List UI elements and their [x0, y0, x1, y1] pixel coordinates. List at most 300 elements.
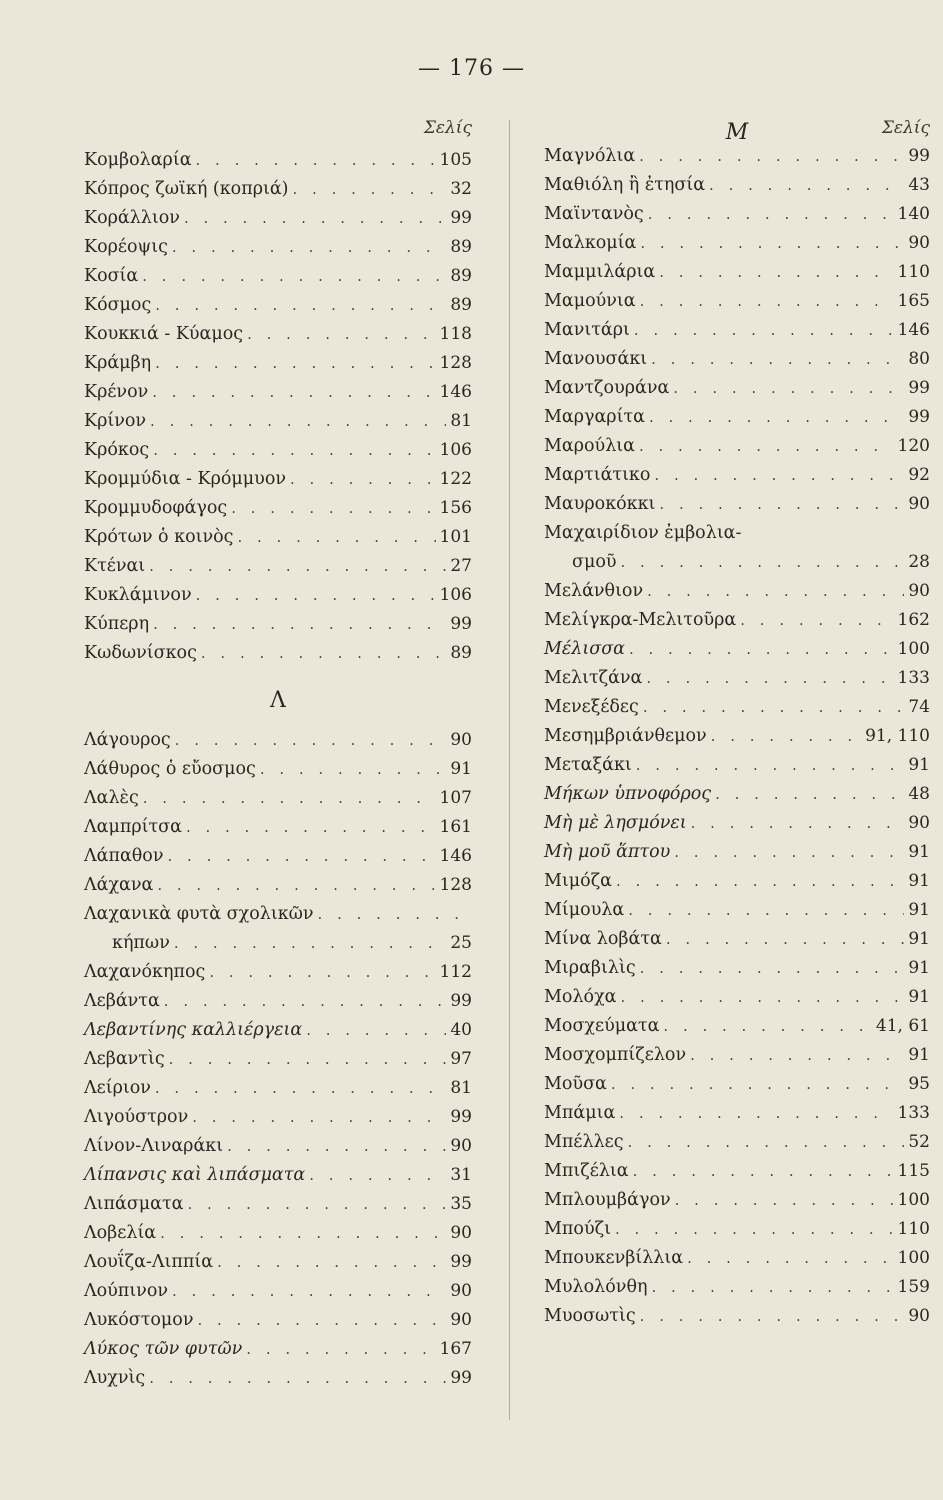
dot-leader	[318, 905, 468, 923]
entry-term: Μαμούνια	[544, 291, 636, 311]
index-entry	[84, 1165, 472, 1194]
entry-page-number: 25	[450, 933, 472, 953]
right-column-header	[544, 114, 930, 146]
entry-term: Μοσχομπίζελον	[544, 1045, 687, 1065]
index-entry	[84, 411, 472, 440]
index-entry	[544, 320, 930, 349]
index-entry	[84, 469, 472, 498]
dot-leader	[293, 180, 447, 198]
entry-page-number: 95	[908, 1074, 930, 1094]
index-entry	[544, 349, 930, 378]
entry-term: Κρένον	[84, 382, 149, 402]
entry-term: Κράμβη	[84, 353, 152, 373]
index-entry	[84, 1223, 472, 1252]
index-entry	[84, 1339, 472, 1368]
entry-term: Λαλὲς	[84, 788, 139, 808]
entry-term: Λίνον-Λιναράκι	[84, 1136, 224, 1156]
entry-page-number: 90	[908, 581, 930, 601]
index-entry	[544, 871, 930, 900]
index-entry	[544, 1161, 930, 1190]
entry-term: Λιπάσματα	[84, 1194, 184, 1214]
entry-page-number: 156	[439, 498, 472, 518]
entry-term: Μαϊντανὸς	[544, 204, 644, 224]
entry-page-number: 106	[439, 440, 472, 460]
dot-leader	[615, 1220, 894, 1238]
entry-term: Μελιτζάνα	[544, 668, 643, 688]
index-entry	[544, 175, 930, 204]
entry-term: Λαμπρίτσα	[84, 817, 182, 837]
entry-term: Μαθιόλη ἢ ἐτησία	[544, 175, 706, 195]
index-entry	[84, 1310, 472, 1339]
dot-leader	[172, 238, 446, 256]
index-entry	[84, 933, 472, 962]
index-entry	[544, 639, 930, 668]
entry-page-number: 91	[908, 958, 930, 978]
entry-page-number: 35	[450, 1194, 472, 1214]
entry-term: Μυοσωτὶς	[544, 1306, 636, 1326]
entry-term: Μοσχεύματα	[544, 1016, 660, 1036]
index-entry	[544, 1016, 930, 1045]
index-entry	[544, 900, 930, 929]
entry-term: Μενεξέδες	[544, 697, 639, 717]
index-entry	[84, 1368, 472, 1397]
index-entry	[544, 784, 930, 813]
entry-term: Λαχανικὰ φυτὰ σχολικῶν	[84, 904, 314, 924]
entry-term: Λεβαντὶς	[84, 1049, 165, 1069]
dot-leader	[155, 296, 446, 314]
entry-page-number: 48	[908, 784, 930, 804]
dot-leader	[628, 901, 904, 919]
entry-term: Λείριον	[84, 1078, 151, 1098]
dot-leader	[640, 959, 905, 977]
dot-leader	[247, 325, 435, 343]
dot-leader	[157, 876, 435, 894]
index-entry	[84, 759, 472, 788]
entry-term: Μαλκομία	[544, 233, 637, 253]
index-entry	[544, 1306, 930, 1335]
entry-term: Λούπινον	[84, 1281, 168, 1301]
dot-leader	[143, 789, 436, 807]
entry-page-number: 106	[439, 585, 472, 605]
section-letter-lambda: Λ	[270, 688, 286, 713]
entry-term: Μήκων ὑπνοφόρος	[544, 784, 712, 804]
index-entry	[544, 262, 930, 291]
dot-leader	[715, 785, 904, 803]
index-entry	[84, 208, 472, 237]
entry-term: Λύκος τῶν φυτῶν	[84, 1339, 243, 1359]
entry-term: Μὴ μοῦ ἅπτου	[544, 842, 671, 862]
dot-leader	[640, 292, 894, 310]
dot-leader	[260, 760, 447, 778]
entry-term: Μπούζι	[544, 1219, 611, 1239]
dot-leader	[629, 640, 894, 658]
entry-page-number: 81	[450, 1078, 472, 1098]
entry-page-number: 90	[908, 813, 930, 833]
entry-page-number: 118	[439, 324, 472, 344]
dot-leader	[634, 321, 894, 339]
entry-page-number: 97	[450, 1049, 472, 1069]
index-entry	[544, 1074, 930, 1103]
entry-term: Κρίνον	[84, 411, 147, 431]
index-entry	[84, 962, 472, 991]
index-entry	[544, 552, 930, 581]
index-entry	[544, 233, 930, 262]
entry-term: Λουΐζα-Λιππία	[84, 1252, 214, 1272]
entry-page-number: 99	[908, 378, 930, 398]
index-entry	[544, 610, 930, 639]
index-entry	[544, 726, 930, 755]
entry-page-number: 115	[897, 1161, 930, 1181]
dot-leader	[674, 843, 904, 861]
dot-leader	[306, 1021, 446, 1039]
dot-leader	[174, 934, 447, 952]
dot-leader	[673, 379, 904, 397]
entry-page-number: 100	[897, 1190, 930, 1210]
entry-term: Μίμουλα	[544, 900, 625, 920]
entry-term: Λαχανόκηπος	[84, 962, 206, 982]
entry-page-number: 107	[439, 788, 472, 808]
entry-page-number: 91	[908, 987, 930, 1007]
entry-term: Μεταξάκι	[544, 755, 632, 775]
index-entry	[84, 237, 472, 266]
dot-leader	[155, 354, 435, 372]
entry-page-number: 90	[450, 1281, 472, 1301]
entry-page-number: 90	[450, 730, 472, 750]
entry-page-number: 100	[897, 639, 930, 659]
index-entry	[84, 585, 472, 614]
dot-leader	[621, 553, 905, 571]
index-entry	[544, 407, 930, 436]
index-entry	[544, 929, 930, 958]
entry-page-number: 133	[897, 668, 930, 688]
dot-leader	[290, 470, 436, 488]
entry-page-number: 146	[439, 382, 472, 402]
index-entry	[84, 614, 472, 643]
entry-term: Κρομμυδοφάγος	[84, 498, 228, 518]
index-entry	[544, 1190, 930, 1219]
entry-page-number: 74	[908, 697, 930, 717]
index-entry	[544, 581, 930, 610]
entry-term: Μὴ μὲ λησμόνει	[544, 813, 687, 833]
index-entry	[84, 846, 472, 875]
entry-term: Μολόχα	[544, 987, 617, 1007]
entry-term: Μεσημβριάνθεμον	[544, 726, 707, 746]
index-entry	[84, 150, 472, 179]
entry-term: Λιγούστρον	[84, 1107, 189, 1127]
dot-leader	[237, 528, 435, 546]
index-entry	[544, 291, 930, 320]
entry-page-number: 133	[897, 1103, 930, 1123]
index-entry	[544, 1103, 930, 1132]
index-entry	[544, 465, 930, 494]
index-entry	[544, 204, 930, 233]
dot-leader	[172, 1282, 446, 1300]
index-entry	[544, 1045, 930, 1074]
entry-page-number: 101	[439, 527, 472, 547]
entry-page-number: 161	[439, 817, 472, 837]
entry-page-number: 110	[897, 262, 930, 282]
entry-page-number: 99	[450, 991, 472, 1011]
index-entry	[544, 378, 930, 407]
entry-term: Μελίγκρα-Μελιτοῦρα	[544, 610, 737, 630]
entry-term: Λυκόστομον	[84, 1310, 194, 1330]
index-entry	[544, 755, 930, 784]
entry-term: Μπιζέλια	[544, 1161, 629, 1181]
index-list-l	[84, 730, 472, 1397]
dot-leader	[186, 818, 436, 836]
entry-page-number: 99	[450, 208, 472, 228]
dot-leader	[152, 383, 435, 401]
dot-leader	[227, 1137, 446, 1155]
dot-leader	[168, 847, 436, 865]
entry-page-number: 91	[450, 759, 472, 779]
index-entry	[84, 730, 472, 759]
dot-leader	[639, 437, 894, 455]
entry-term: Κτέναι	[84, 556, 146, 576]
entry-page-number: 90	[908, 1306, 930, 1326]
entry-term: Κυκλάμινον	[84, 585, 192, 605]
entry-term: Μαρτιάτικο	[544, 465, 651, 485]
entry-page-number: 112	[439, 962, 472, 982]
entry-page-number: 162	[897, 610, 930, 630]
entry-term: Μαυροκόκκι	[544, 494, 656, 514]
entry-page-number: 27	[450, 556, 472, 576]
entry-term: Κρότων ὁ κοινὸς	[84, 527, 234, 547]
left-column	[84, 114, 472, 1397]
index-entry	[84, 1194, 472, 1223]
dot-leader	[160, 1224, 446, 1242]
index-entry	[544, 1219, 930, 1248]
entry-term: Μιραβιλὶς	[544, 958, 636, 978]
index-entry	[544, 668, 930, 697]
index-entry	[84, 1107, 472, 1136]
dot-leader	[690, 1046, 904, 1064]
index-entry	[84, 788, 472, 817]
entry-page-number: 99	[450, 614, 472, 634]
dot-leader	[196, 151, 436, 169]
entry-page-number: 28	[908, 552, 930, 572]
entry-term: κήπων	[112, 933, 170, 953]
entry-term: Κομβολαρία	[84, 150, 192, 170]
entry-term: Μπλουμβάγον	[544, 1190, 671, 1210]
entry-term: Μυλολόνθη	[544, 1277, 648, 1297]
entry-term: Λυχνὶς	[84, 1368, 146, 1388]
entry-term: Λεβαντίνης καλλιέργεια	[84, 1020, 303, 1040]
entry-term: Λάθυρος ὁ εὔοσμος	[84, 759, 256, 779]
entry-term: Μαχαιρίδιον ἐμβολια-	[544, 523, 742, 543]
index-entry	[544, 697, 930, 726]
entry-page-number: 80	[908, 349, 930, 369]
index-entry	[544, 813, 930, 842]
index-entry	[544, 1277, 930, 1306]
entry-term: Κόσμος	[84, 295, 152, 315]
dot-leader	[621, 988, 905, 1006]
entry-page-number: 105	[439, 150, 472, 170]
entry-term: Μέλισσα	[544, 639, 625, 659]
page-label: Σελίς	[881, 118, 930, 138]
entry-page-number: 40	[450, 1020, 472, 1040]
dot-leader	[709, 176, 904, 194]
entry-page-number: 32	[450, 179, 472, 199]
entry-term: Κύπερη	[84, 614, 150, 634]
entry-page-number: 146	[897, 320, 930, 340]
left-column-header	[84, 114, 472, 150]
index-entry	[84, 179, 472, 208]
entry-page-number: 89	[450, 295, 472, 315]
dot-leader	[640, 234, 904, 252]
dot-leader	[201, 644, 446, 662]
index-entry	[544, 436, 930, 465]
dot-leader	[651, 1278, 893, 1296]
entry-term: Κουκκιά - Κύαμος	[84, 324, 244, 344]
entry-term: Κρομμύδια - Κρόμμυον	[84, 469, 286, 489]
dot-leader	[647, 582, 904, 600]
entry-page-number: 120	[897, 436, 930, 456]
entry-term: σμοῦ	[572, 552, 617, 572]
dot-leader	[687, 1249, 893, 1267]
index-entry	[84, 382, 472, 411]
index-entry	[84, 817, 472, 846]
index-entry	[84, 527, 472, 556]
dot-leader	[187, 1195, 446, 1213]
entry-page-number: 90	[450, 1310, 472, 1330]
entry-page-number: 91	[908, 900, 930, 920]
index-entry	[544, 842, 930, 871]
dot-leader	[646, 669, 893, 687]
entry-page-number: 41, 61	[875, 1016, 930, 1036]
dot-leader	[740, 611, 893, 629]
entry-page-number: 146	[439, 846, 472, 866]
entry-term: Μπέλλες	[544, 1132, 624, 1152]
entry-term: Μπάμια	[544, 1103, 616, 1123]
entry-page-number: 91	[908, 929, 930, 949]
dot-leader	[153, 615, 446, 633]
entry-page-number: 159	[897, 1277, 930, 1297]
entry-term: Κοσία	[84, 266, 139, 286]
entry-page-number: 99	[908, 407, 930, 427]
dot-leader	[231, 499, 435, 517]
dot-leader	[309, 1166, 446, 1184]
dot-leader	[619, 1104, 893, 1122]
dot-leader	[633, 1162, 894, 1180]
index-entry	[544, 523, 930, 552]
right-column	[544, 114, 930, 1335]
entry-term: Λάγουρος	[84, 730, 171, 750]
dot-leader	[643, 698, 905, 716]
entry-term: Κορέοψις	[84, 237, 168, 257]
entry-term: Μαντζουράνα	[544, 378, 670, 398]
dot-leader	[640, 1307, 905, 1325]
entry-term: Κωδωνίσκος	[84, 643, 197, 663]
entry-page-number: 91	[908, 871, 930, 891]
dot-leader	[628, 1133, 905, 1151]
entry-page-number: 110	[897, 1219, 930, 1239]
index-entry	[84, 991, 472, 1020]
dot-leader	[649, 408, 904, 426]
dot-leader	[184, 209, 446, 227]
entry-page-number: 167	[439, 1339, 472, 1359]
entry-page-number: 128	[439, 875, 472, 895]
entry-term: Κόπρος ζωϊκή (κοπριά)	[84, 179, 289, 199]
entry-term: Μαρούλια	[544, 436, 635, 456]
entry-page-number: 90	[450, 1223, 472, 1243]
page-number: — 176 —	[418, 56, 525, 81]
dot-leader	[192, 1108, 446, 1126]
entry-term: Μαγνόλια	[544, 146, 636, 166]
section-letter-mu: Μ	[725, 120, 749, 145]
dot-leader	[659, 495, 904, 513]
entry-term: Μαμμιλάρια	[544, 262, 656, 282]
entry-page-number: 90	[908, 233, 930, 253]
index-entry	[84, 1252, 472, 1281]
index-entry	[84, 498, 472, 527]
index-entry	[544, 146, 930, 175]
entry-term: Μαργαρίτα	[544, 407, 645, 427]
entry-term: Μοῦσα	[544, 1074, 607, 1094]
entry-page-number: 90	[450, 1136, 472, 1156]
entry-page-number: 81	[450, 411, 472, 431]
index-entry	[544, 958, 930, 987]
dot-leader	[675, 1191, 894, 1209]
entry-page-number: 165	[897, 291, 930, 311]
index-entry	[84, 295, 472, 324]
entry-page-number: 31	[450, 1165, 472, 1185]
index-entry	[84, 266, 472, 295]
entry-page-number: 89	[450, 266, 472, 286]
entry-page-number: 140	[897, 204, 930, 224]
dot-leader	[197, 1311, 446, 1329]
index-entry	[84, 875, 472, 904]
dot-leader	[663, 1017, 872, 1035]
index-entry	[84, 1020, 472, 1049]
entry-page-number: 99	[450, 1368, 472, 1388]
entry-page-number: 92	[908, 465, 930, 485]
entry-term: Κοράλλιον	[84, 208, 180, 228]
dot-leader	[246, 1340, 435, 1358]
index-entry	[544, 494, 930, 523]
index-list-k	[84, 150, 472, 672]
dot-leader	[155, 1079, 446, 1097]
entry-term: Λάπαθον	[84, 846, 164, 866]
dot-leader	[175, 731, 447, 749]
index-entry	[544, 1248, 930, 1277]
entry-term: Λάχανα	[84, 875, 154, 895]
entry-term: Λεβάντα	[84, 991, 160, 1011]
dot-leader	[711, 727, 861, 745]
dot-leader	[636, 756, 905, 774]
entry-term: Μανιτάρι	[544, 320, 630, 340]
index-entry	[84, 1078, 472, 1107]
dot-leader	[196, 586, 436, 604]
entry-page-number: 89	[450, 643, 472, 663]
entry-page-number: 91, 110	[865, 726, 930, 746]
index-entry	[84, 904, 472, 933]
entry-term: Μανουσάκι	[544, 349, 648, 369]
entry-page-number: 99	[450, 1252, 472, 1272]
dot-leader	[691, 814, 905, 832]
dot-leader	[169, 1050, 447, 1068]
dot-leader	[142, 267, 446, 285]
dot-leader	[209, 963, 435, 981]
entry-page-number: 91	[908, 1045, 930, 1065]
entry-page-number: 91	[908, 842, 930, 862]
entry-term: Λοβελία	[84, 1223, 157, 1243]
entry-term: Μιμόζα	[544, 871, 612, 891]
dot-leader	[150, 412, 446, 430]
dot-leader	[666, 930, 904, 948]
entry-term: Μελάνθιον	[544, 581, 644, 601]
dot-leader	[149, 557, 446, 575]
